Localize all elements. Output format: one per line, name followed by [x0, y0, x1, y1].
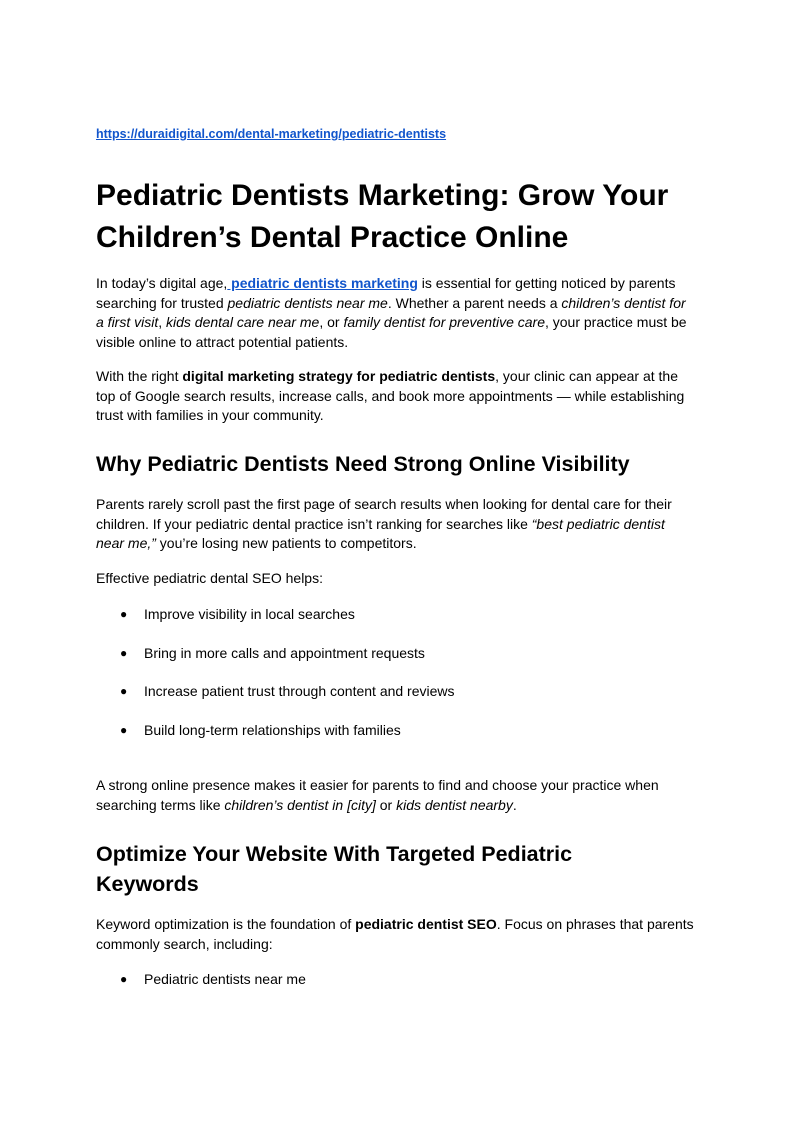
- intro-text: With the right: [96, 368, 183, 384]
- section2-text: . Focus on phrases that parents commonly search, including:: [96, 916, 694, 952]
- section1-italic: kids dentist nearby: [396, 796, 513, 813]
- intro-italic: family dentist for preventive care: [343, 314, 545, 330]
- section1-italic: children’s dentist in [city]: [224, 796, 376, 813]
- section1-paragraph-2: Effective pediatric dental SEO helps:: [96, 570, 323, 586]
- intro-text: , or: [319, 314, 344, 330]
- bullet-icon: ●: [120, 684, 128, 698]
- bullet-icon: ●: [120, 607, 128, 621]
- intro-text: ,: [158, 314, 167, 330]
- section1-text: A strong online presence makes it easier for parents to find and choose your practice when searching terms like: [96, 777, 659, 813]
- intro-text: , your practice must be visible online to attract potential patients.: [96, 314, 687, 350]
- section2-text: Keyword optimization is the foundation of: [96, 916, 356, 932]
- section2-bold: pediatric dentist SEO: [355, 916, 497, 932]
- list-item-text: Increase patient trust through content and reviews: [144, 683, 455, 699]
- bullet-icon: ●: [120, 723, 128, 737]
- section2-paragraph-1: [96, 915, 696, 954]
- section1-text: you’re losing new patients to competitors.: [155, 535, 417, 551]
- section1-text: .: [512, 796, 517, 813]
- section1-italic: “best pediatric dentist near me,”: [96, 515, 665, 551]
- list-item-text: Improve visibility in local searches: [144, 606, 355, 622]
- intro-text: In today’s digital age,: [96, 275, 228, 291]
- section-heading-visibility: Why Pediatric Dentists Need Strong Online Visibility: [96, 452, 630, 476]
- list-item-text: Build long-term relationships with families: [144, 722, 401, 738]
- bullet-icon: ●: [120, 972, 128, 986]
- pediatric-dentists-marketing-link[interactable]: pediatric dentists marketing: [227, 275, 418, 291]
- section1-text: or: [375, 796, 397, 813]
- intro-italic: children’s dentist for a first visit: [96, 294, 686, 330]
- list-item-text: Pediatric dentists near me: [144, 971, 306, 987]
- intro-text: is essential for getting noticed by parents searching for trusted: [96, 275, 676, 311]
- section-heading-keywords: Optimize Your Website With Targeted Pediatric Keywords: [96, 842, 573, 896]
- intro-paragraph-1: [96, 274, 696, 352]
- intro-text: . Whether a parent needs a: [387, 294, 562, 311]
- list-item-text: Bring in more calls and appointment requests: [144, 645, 425, 661]
- section1-paragraph-1: [96, 495, 696, 554]
- intro-paragraph-2: [96, 367, 696, 426]
- section1-text: Parents rarely scroll past the first page of search results when looking for dental care for their children. If your pediatric dental practice isn’t ranking for searches like: [96, 496, 672, 532]
- bullet-icon: ●: [120, 646, 128, 660]
- source-url-link[interactable]: https://duraidigital.com/dental-marketing/pediatric-dentists: [96, 127, 447, 141]
- intro-italic: pediatric dentists near me: [227, 294, 388, 311]
- section1-paragraph-3: [96, 776, 696, 815]
- intro-italic: kids dental care near me: [166, 314, 320, 330]
- intro-bold: digital marketing strategy for pediatric dentists: [182, 368, 496, 384]
- intro-text: , your clinic can appear at the top of Google search results, increase calls, and book more appointments — while establishing trust with families in your community.: [96, 368, 685, 423]
- page-title: Pediatric Dentists Marketing: Grow Your Children’s Dental Practice Online: [96, 179, 669, 254]
